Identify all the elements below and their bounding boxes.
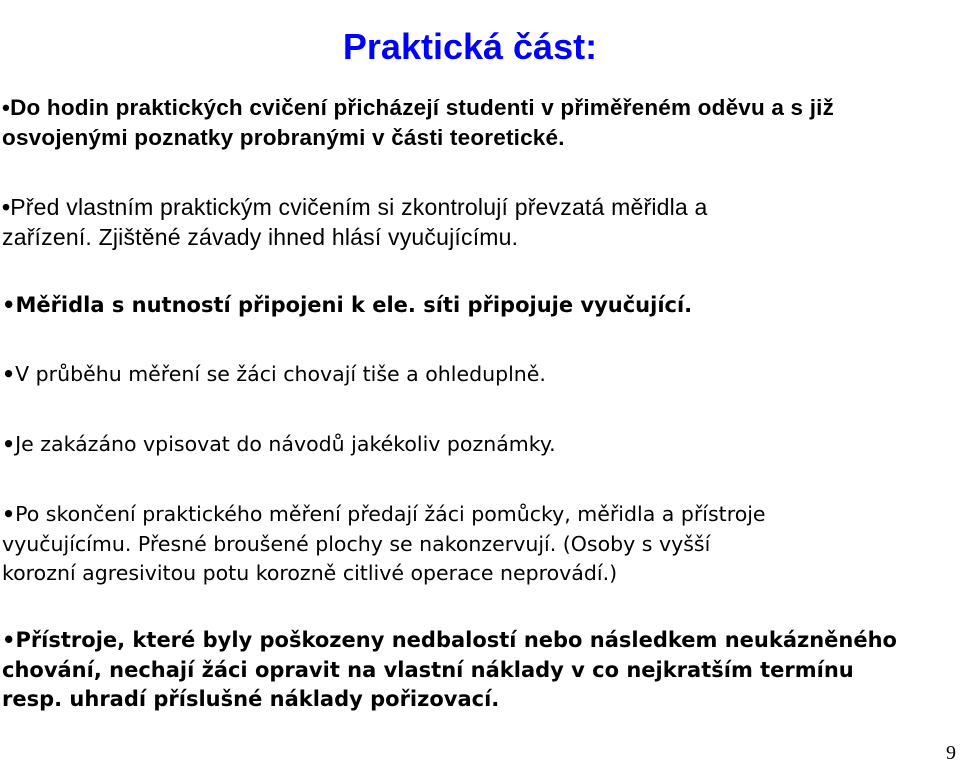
bullet-text: V průběhu měření se žáci chovají tiše a ohleduplně. (15, 362, 546, 386)
bullet-text: Měřidla s nutností připojeni k ele. síti připojuje vyučující. (15, 293, 693, 317)
bullet-text: Po skončení praktického měření předají žáci pomůcky, měřidla a přístroje vyučujícímu. Přesné broušené plochy se nakonzervují. (Osoby s vyšší korozní agresivitou potu korozně citlivé operace neprovádí.) (2, 502, 766, 585)
bullet-text: Do hodin praktických cvičení přicházejí studenti v přiměřeném oděvu a s již osvojenými poznatky probranými v části teoretické. (2, 95, 835, 150)
bullet-marker: • (2, 502, 16, 526)
bullet-marker: • (2, 194, 11, 220)
bullet-item-check-instruments (2, 193, 954, 252)
bullet-item-no-notes (2, 430, 954, 460)
bullet-text: Je zakázáno vpisovat do návodů jakékoliv poznámky. (15, 432, 556, 456)
bullet-item-return-tools (2, 500, 954, 589)
bullet-item-damaged-devices (2, 626, 954, 715)
bullet-text: Před vlastním praktickým cvičením si zkontrolují převzatá měřidla a zařízení. Zjištěné závady ihned hlásí vyučujícímu. (2, 194, 708, 250)
bullet-marker: • (2, 293, 16, 317)
bullet-item-mains-connection (2, 291, 954, 321)
bullet-text: Přístroje, které byly poškozeny nedbalostí nebo následkem neukázněného chování, nechají žáci opravit na vlastní náklady v co nejkratším termínu resp. uhradí příslušné náklady pořizovací. (2, 628, 897, 711)
bullet-item-behaviour (2, 360, 954, 390)
bullet-marker: • (2, 362, 16, 386)
bullet-marker: • (2, 628, 16, 652)
slide-title: Praktická část: (342, 26, 598, 68)
bullet-marker: • (2, 95, 11, 120)
bullet-item-attire (2, 93, 954, 152)
page-number: 9 (946, 742, 956, 764)
bullet-marker: • (2, 432, 16, 456)
